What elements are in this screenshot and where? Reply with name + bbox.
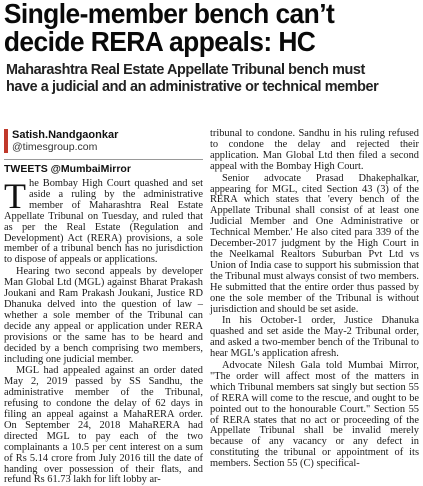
subheadline-line-2: have a judicial and an administrative or technical member <box>6 79 379 95</box>
article-paragraph-1 <box>4 176 203 266</box>
byline-tweets: TWEETS @MumbaiMirror <box>4 159 203 175</box>
headline-line-1: Single-member bench can’t <box>3 0 335 29</box>
article-paragraph-1-text: he Bombay High Court quashed and set aside a ruling by the administrative member of Maharashtra Real Estate Appellate Tribunal on Tuesday, and ruled that as per the Real Estate (Regulation and Development) Act (RERA) provisions, a sole member of a tribunal bench has no jurisdiction to dispose of appeals or applications. <box>4 178 203 266</box>
article-paragraph-3: MGL had appealed against an order dated May 2, 2019 passed by SS Sandhu, the administrative member of the Tribunal, refusing to condone the delay of 62 days in filing an appeal against a MahaRERA order. On September 24, 2018 MahaRERA had directed MGL to pay each of the two complainants a 10.5 per cent interest on a sum of Rs 5.14 crore from July 2016 till the date of handing over possession of their flats, and refund Rs 61.73 lakh for lift lobby ar- <box>4 365 203 486</box>
article-paragraph-4: tribunal to condone. Sandhu in his ruling refused to condone the delay and rejected their application. Man Global Ltd then filed a second appeal with the Bombay High Court. <box>210 128 419 172</box>
byline-author: Satish.Nandgaonkar <box>12 129 119 141</box>
headline <box>0 0 406 56</box>
article-paragraph-6: In his October-1 order, Justice Dhanuka quashed and set aside the May-2 Tribunal order, and asked a two-member bench of the Tribunal to hear MGL's application afresh. <box>210 315 419 360</box>
article-column-right <box>210 129 419 470</box>
byline <box>4 129 203 153</box>
byline-email: @timesgroup.com <box>12 141 98 153</box>
subheadline <box>0 62 423 96</box>
subheadline-line-1: Maharashtra Real Estate Appellate Tribunal bench must <box>6 62 365 78</box>
article-column-left <box>4 125 203 486</box>
article-paragraph-7: Advocate Nilesh Gala told Mumbai Mirror, "The order will affect most of the matters in which Tribunal members sat singly but section 55 of RERA will come to the rescue, and ought to be pointed out to the honourable Court." Section 55 of RERA states that no act or proceeding of the Appellate Tribunal shall be invalid merely because of any vacancy or any defect in constituting the tribunal or appointment of its members. Section 55 (C) specifical- <box>210 360 419 470</box>
headline-line-2: decide RERA appeals: HC <box>3 26 316 57</box>
article-paragraph-5: Senior advocate Prasad Dhakephalkar, appearing for MGL, cited Section 43 (3) of the RERA which states that 'every bench of the Appellate Tribunal shall consist of at least one Judicial Member and One Administrative or Technical Member.' He also cited para 339 of the December-2017 judgment by the High Court in the Neelkamal Realtors Suburban Pvt Ltd vs Union of India case to support his submission that the Tribunal must always consist of two members. He submitted that the entire order thus passed by one the sole member of the Tribunal is without jurisdiction and should be set aside. <box>210 172 419 315</box>
drop-cap: T <box>4 176 26 216</box>
article-body <box>4 125 419 486</box>
article-paragraph-2: Hearing two second appeals by developer Man Global Ltd (MGL) against Bharat Prakash Joukani and Ram Prakash Joukani, Justice RD Dhanuka delved into the question of law – whether a sole member of the Tribunal can decide any appeal or application under RERA provisions or the same has to be heard and decided by a bench comprising two members, including one judicial member. <box>4 266 203 365</box>
